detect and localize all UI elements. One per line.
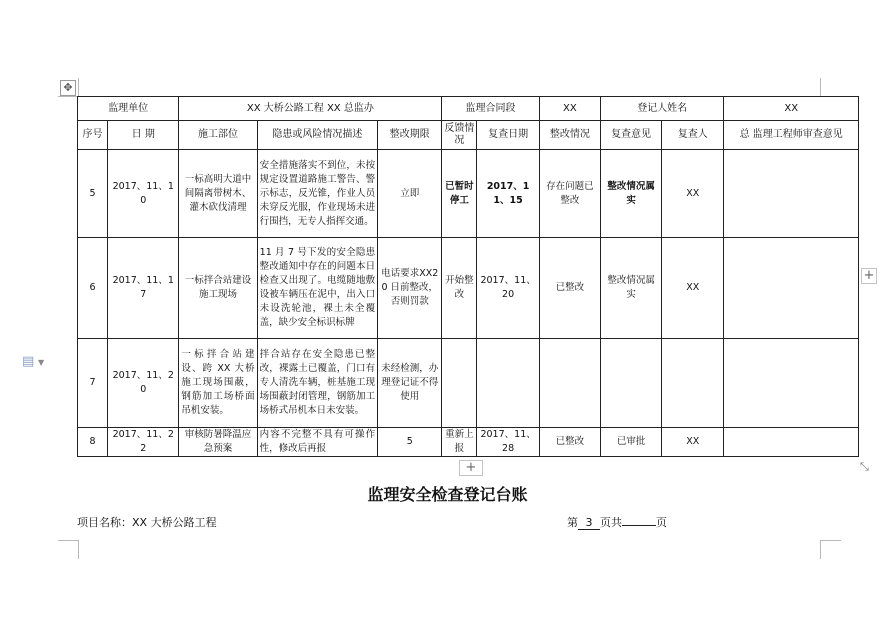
page-suffix: 页	[656, 516, 667, 529]
page-total[interactable]	[622, 525, 656, 526]
row-checker[interactable]: XX	[662, 428, 724, 457]
row-description[interactable]: 安全措施落实不到位，未按规定设置道路施工警告、警示标志，反光锥，作业人员未穿反光服，作业现场未进行围挡，无专人指挥交通。	[257, 150, 377, 238]
add-column-plus-icon[interactable]: +	[861, 268, 877, 284]
project-name: 项目名称：XX 大桥公路工程	[77, 516, 217, 529]
row-checker[interactable]: XX	[662, 150, 724, 238]
row-chief-opinion[interactable]	[724, 238, 859, 339]
row-recheck-date[interactable]	[477, 339, 539, 428]
page-middle: 页共	[600, 516, 622, 529]
row-deadline[interactable]: 立即	[378, 150, 442, 238]
row-opinion[interactable]	[600, 339, 661, 428]
row-checker[interactable]: XX	[662, 238, 724, 339]
row-feedback[interactable]: 开始整改	[442, 238, 477, 339]
registrant-label: 登记人姓名	[600, 97, 723, 121]
crop-mark-bottom-right	[820, 540, 841, 559]
safety-inspection-table	[77, 96, 859, 457]
table-row	[78, 339, 859, 428]
table-row	[78, 238, 859, 339]
column-header-row	[78, 121, 859, 150]
row-deadline[interactable]: 电话要求XX20 日前整改，否则罚款	[378, 238, 442, 339]
col-header-chief-opinion: 总 监理工程师审查意见	[724, 121, 859, 150]
row-location[interactable]: 一标拌合站建设、跨 XX 大桥施工现场围蔽，钢筋加工场桥面吊机安装。	[179, 339, 257, 428]
document-title: 监理安全检查登记台账	[367, 485, 528, 504]
add-row-plus-icon[interactable]: +	[459, 460, 483, 476]
row-no[interactable]: 7	[78, 339, 108, 428]
row-location[interactable]: 审核防暑降温应急预案	[179, 428, 257, 457]
unit-value[interactable]: XX 大桥公路工程 XX 总监办	[179, 97, 442, 121]
row-checker[interactable]	[662, 339, 724, 428]
contract-value[interactable]: XX	[539, 97, 600, 121]
chevron-down-icon[interactable]: ▼	[38, 358, 45, 367]
row-deadline[interactable]: 未经检测，办理登记证不得使用	[378, 339, 442, 428]
col-header-feedback: 反馈情况	[442, 121, 477, 150]
row-recheck-date[interactable]: 2017、11、28	[477, 428, 539, 457]
col-header-location: 施工部位	[179, 121, 257, 150]
col-header-deadline: 整改期限	[378, 121, 442, 150]
registrant-value[interactable]: XX	[724, 97, 859, 121]
row-no[interactable]: 5	[78, 150, 108, 238]
row-chief-opinion[interactable]	[724, 428, 859, 457]
row-rectification[interactable]: 已整改	[539, 238, 600, 339]
col-header-date: 日 期	[108, 121, 179, 150]
page-info	[567, 514, 667, 530]
page-current[interactable]: 3	[578, 516, 600, 530]
row-date[interactable]: 2017、11、22	[108, 428, 179, 457]
row-opinion[interactable]: 整改情况属实	[600, 150, 661, 238]
page-prefix: 第	[567, 516, 578, 529]
row-date[interactable]: 2017、11、17	[108, 238, 179, 339]
row-rectification[interactable]: 存在问题已整改	[539, 150, 600, 238]
col-header-checker: 复查人	[662, 121, 724, 150]
row-date[interactable]: 2017、11、20	[108, 339, 179, 428]
row-opinion[interactable]: 已审批	[600, 428, 661, 457]
row-feedback[interactable]: 已暂时停工	[442, 150, 477, 238]
table-resize-icon[interactable]: ⤡	[860, 460, 869, 473]
row-recheck-date[interactable]: 2017、11、15	[477, 150, 539, 238]
table-move-handle-icon[interactable]: ✥	[60, 80, 76, 96]
row-deadline[interactable]: 5	[378, 428, 442, 457]
row-location[interactable]: 一标拌合站建设施工现场	[179, 238, 257, 339]
row-chief-opinion[interactable]	[724, 150, 859, 238]
table-row	[78, 150, 859, 238]
table-row	[78, 428, 859, 457]
row-location[interactable]: 一标高明大道中间隔离带树木、灌木砍伐清理	[179, 150, 257, 238]
col-header-rectification: 整改情况	[539, 121, 600, 150]
row-description[interactable]: 拌合站存在安全隐患已整改，裸露土已覆盖，门口有专人清洗车辆，桩基施工现场围蔽封闭管理，钢筋加工场桥式吊机本日未安装。	[257, 339, 377, 428]
row-feedback[interactable]	[442, 339, 477, 428]
col-header-description: 隐患或风险情况描述	[257, 121, 377, 150]
row-recheck-date[interactable]: 2017、11、20	[477, 238, 539, 339]
row-rectification[interactable]: 已整改	[539, 428, 600, 457]
row-description[interactable]: 内容不完整不具有可操作性，修改后再报	[257, 428, 377, 457]
unit-label: 监理单位	[78, 97, 179, 121]
contract-label: 监理合同段	[442, 97, 539, 121]
header-row-1	[78, 97, 859, 121]
row-chief-opinion[interactable]	[724, 339, 859, 428]
col-header-no: 序号	[78, 121, 108, 150]
row-no[interactable]: 6	[78, 238, 108, 339]
crop-mark-top-right	[820, 78, 841, 97]
row-opinion[interactable]: 整改情况属实	[600, 238, 661, 339]
crop-mark-bottom-left	[58, 540, 79, 559]
row-description[interactable]: 11 月 7 号下发的安全隐患整改通知中存在的问题本日检查又出现了。电缆随地敷设被车辆压在泥中，出入口未设洗轮池，裸土未全覆盖，缺少安全标识标牌	[257, 238, 377, 339]
row-rectification[interactable]	[539, 339, 600, 428]
row-feedback[interactable]: 重新上报	[442, 428, 477, 457]
row-date[interactable]: 2017、11、10	[108, 150, 179, 238]
document-icon[interactable]: ▤	[22, 354, 35, 369]
col-header-recheck-date: 复查日期	[477, 121, 539, 150]
row-no[interactable]: 8	[78, 428, 108, 457]
col-header-opinion: 复查意见	[600, 121, 661, 150]
